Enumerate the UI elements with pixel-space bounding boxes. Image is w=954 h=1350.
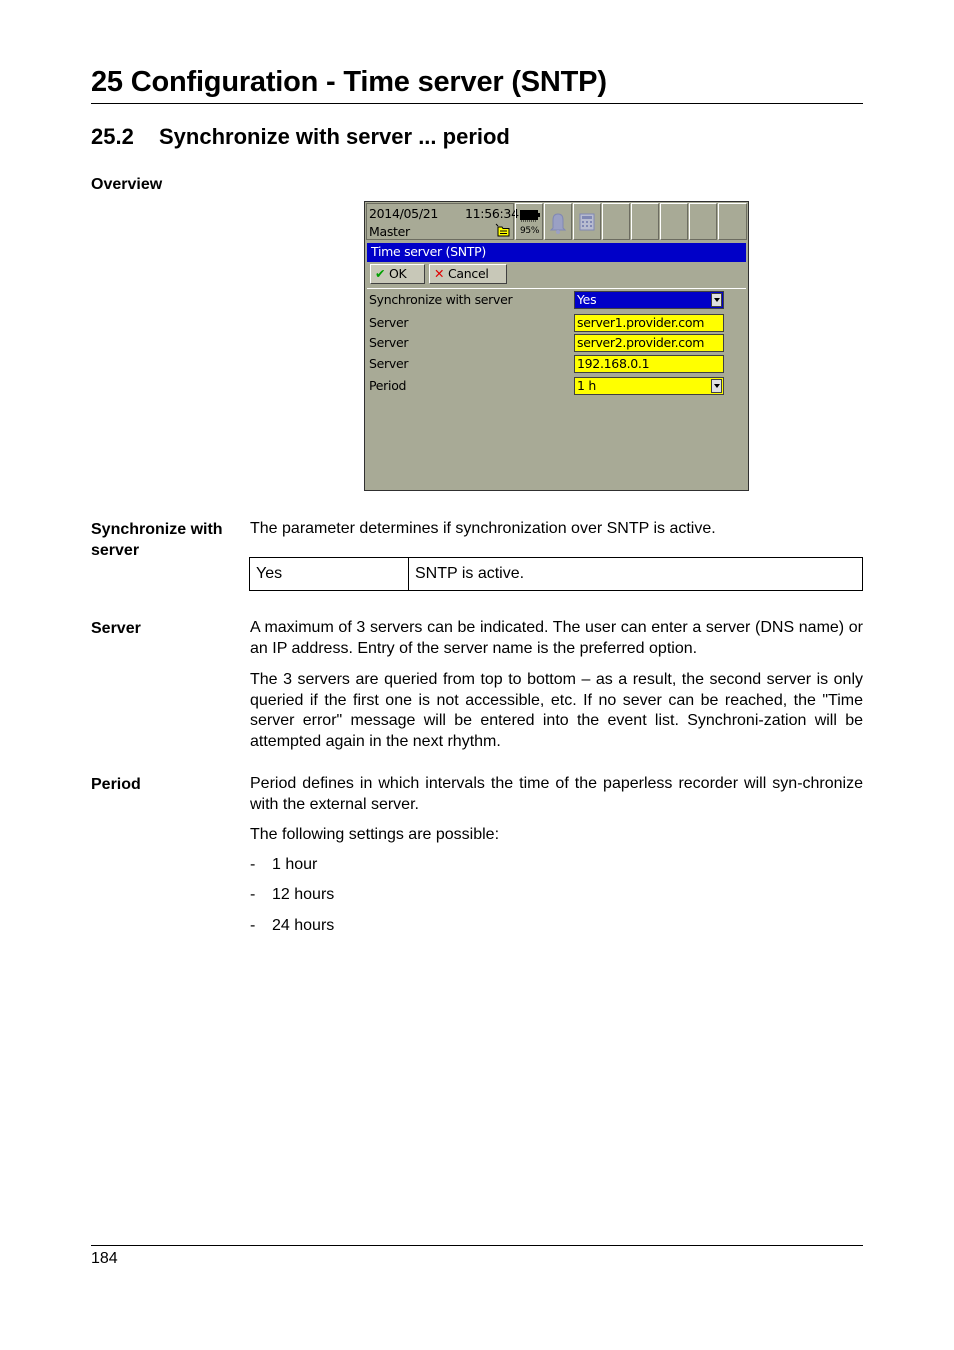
server2-input[interactable]: server2.provider.com: [574, 334, 724, 352]
period-heading: Period: [91, 776, 141, 793]
dialog-separator: [367, 288, 746, 289]
period-para-2: The following settings are possible:: [250, 826, 500, 843]
section-title-text: Synchronize with server ... period: [159, 124, 510, 149]
bell-icon: [545, 204, 571, 238]
ok-label: OK: [389, 266, 407, 281]
calculator-icon: [574, 204, 600, 238]
section-title: [91, 124, 510, 150]
cross-icon: ✕: [434, 266, 445, 281]
server-heading: Server: [91, 620, 141, 637]
device-screenshot: [364, 201, 749, 491]
sync-select-value: Yes: [577, 292, 597, 307]
ok-button[interactable]: [370, 264, 425, 284]
chapter-rule: [91, 103, 863, 104]
table-cell-option: Yes: [250, 558, 409, 591]
memory-indicator[interactable]: [515, 203, 543, 240]
server3-label: Server: [369, 356, 409, 371]
device-date: 2014/05/21: [369, 206, 439, 221]
calculator-button[interactable]: [573, 203, 601, 240]
sync-heading: Synchronize with server: [91, 521, 223, 559]
table-cell-description: SNTP is active.: [409, 558, 863, 591]
status-slot-2[interactable]: [631, 203, 659, 240]
status-slot-5[interactable]: [718, 203, 747, 240]
period-select-value: 1 h: [577, 378, 596, 393]
server-para-1: A maximum of 3 servers can be indicated. The user can enter a server (DNS name) or an IP address. Entry of the server name is the preferred option.: [250, 619, 863, 657]
status-slot-3[interactable]: [660, 203, 688, 240]
battery-percent: 95%: [520, 226, 540, 236]
page-number: 184: [91, 1250, 118, 1267]
folder-icon: [495, 223, 511, 237]
chevron-down-icon[interactable]: [711, 293, 722, 307]
dialog-title: Time server (SNTP): [367, 243, 746, 262]
cancel-button[interactable]: [429, 264, 507, 284]
status-slot-4[interactable]: [689, 203, 717, 240]
sync-select[interactable]: [574, 291, 724, 309]
table-row: [250, 558, 863, 591]
overview-heading: Overview: [91, 176, 163, 193]
device-status-bar: [365, 202, 748, 241]
checkmark-icon: ✔: [375, 266, 386, 281]
cancel-label: Cancel: [448, 266, 489, 281]
list-item-text: 12 hours: [272, 886, 335, 903]
period-label: Period: [369, 378, 407, 393]
server1-input[interactable]: server1.provider.com: [574, 314, 724, 332]
memory-card-icon: [517, 206, 543, 224]
list-item-text: 1 hour: [272, 856, 318, 873]
device-user: Master: [369, 224, 410, 239]
sync-label: Synchronize with server: [369, 292, 513, 307]
sync-table: [249, 557, 863, 591]
period-select[interactable]: [574, 377, 724, 395]
list-item: - 24 hours: [250, 917, 335, 934]
server2-label: Server: [369, 335, 409, 350]
sync-text: The parameter determines if synchronization over SNTP is active.: [250, 520, 716, 537]
device-time: 11:56:34: [465, 206, 519, 221]
status-slot-1[interactable]: [602, 203, 630, 240]
section-number: 25.2: [91, 124, 134, 149]
server1-label: Server: [369, 315, 409, 330]
server-para-2: The 3 servers are queried from top to bottom – as a result, the second server is only queried if the first one is not accessible, etc. If no sever can be reached, the "Time server error" message will be entered into the event list. Synchroni-zation will be attempted again in the next rhythm.: [250, 671, 863, 751]
list-item-text: 24 hours: [272, 917, 335, 934]
server3-input[interactable]: 192.168.0.1: [574, 355, 724, 373]
list-item: - 1 hour: [250, 856, 318, 873]
datetime-panel: [366, 203, 519, 240]
footer-rule: [91, 1245, 863, 1246]
alarm-button[interactable]: [544, 203, 572, 240]
chapter-title: 25 Configuration - Time server (SNTP): [91, 66, 607, 98]
period-para-1: Period defines in which intervals the time of the paperless recorder will syn-chronize with the external server.: [250, 775, 863, 813]
list-item: - 12 hours: [250, 886, 335, 903]
chevron-down-icon[interactable]: [711, 379, 722, 393]
